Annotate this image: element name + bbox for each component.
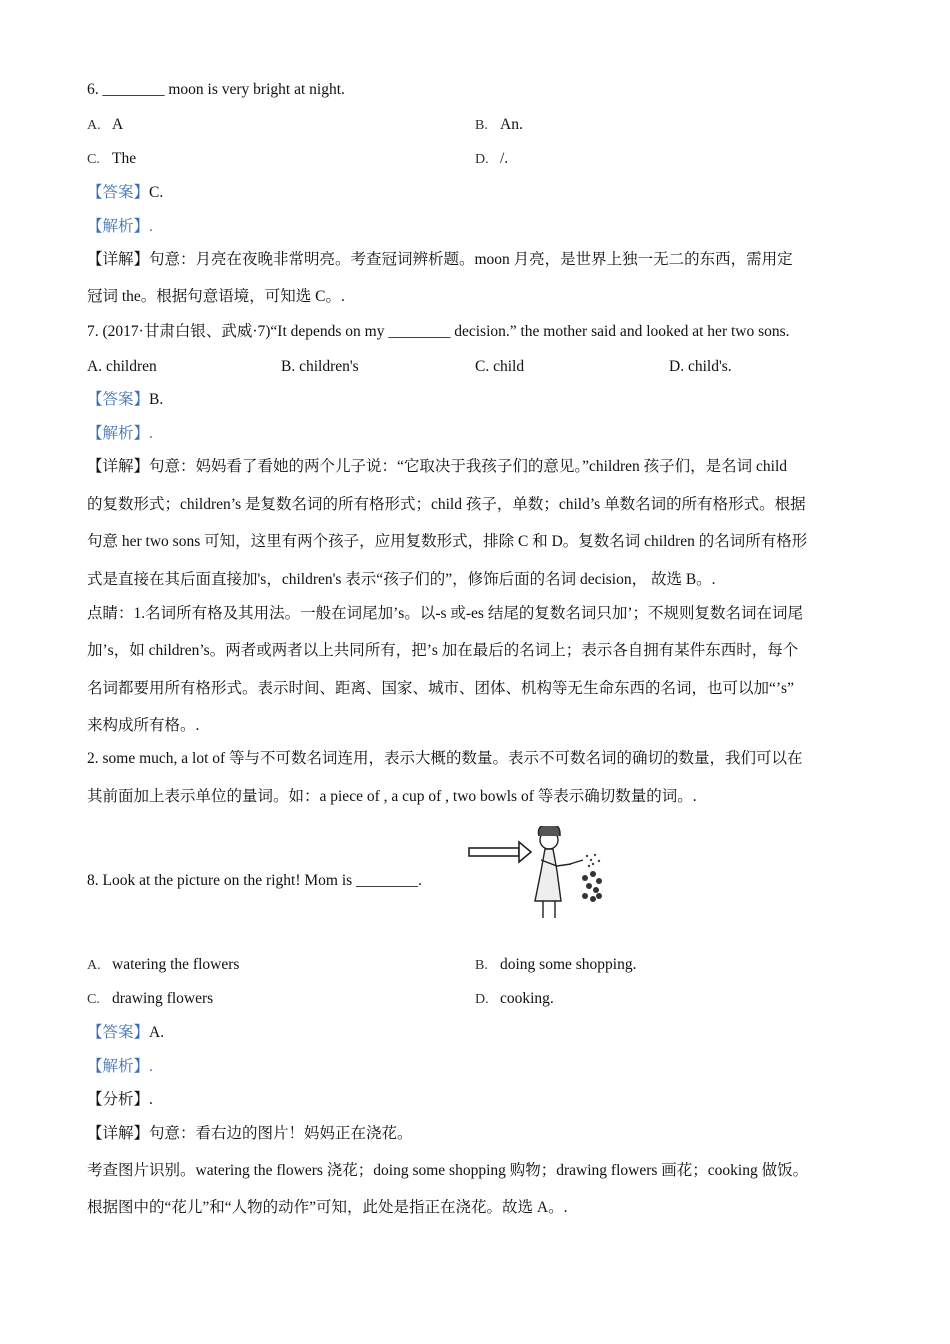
q8-detail-2: 考查图片识别。watering the flowers 浇花；doing some shopping 购物；drawing flowers 画花；cooking 做饭。 [87, 1162, 809, 1179]
q8-stem: 8. Look at the picture on the right! Mom is ________. [87, 872, 422, 889]
woman-figure [535, 826, 583, 918]
arrow-icon [469, 842, 531, 862]
q7-stem: 7. (2017·甘肃白银、武威·7)“It depends on my ________ decision.” the mother said and looked at her two sons. [87, 323, 790, 340]
q7-note-2: 加’s，如 children’s。两者或两者以上共同所有，把’s 加在最后的名词上；表示各自拥有某件东西时，每个 [87, 642, 799, 659]
q6-answer: 【答案】C. [87, 184, 164, 201]
q8-detail-3: 根据图中的“花儿”和“人物的动作”可知，此处是指正在浇花。故选 A。. [87, 1199, 568, 1216]
q7-analysis: 【解析】. [87, 425, 153, 442]
water-spray [586, 854, 600, 867]
q7-detail-4: 式是直接在其后面直接加's，children's 表示“孩子们的”，修饰后面的名词 decision， 故选 B。. [87, 571, 716, 588]
q6-option-a: A. A [87, 116, 124, 133]
q6-detail-2: 冠词 the。根据句意语境，可知选 C。. [87, 288, 345, 305]
woman-watering-flowers-image [465, 826, 630, 926]
q8-option-b: B. doing some shopping. [475, 956, 637, 973]
q7-option-d: D. child's. [669, 358, 732, 375]
q6-option-d: D. /. [475, 150, 509, 167]
q6-option-c: C. The [87, 150, 137, 167]
q7-note-1: 点睛：1.名词所有格及其用法。一般在词尾加’s。以-s 或-es 结尾的复数名词只加’；不规则复数名词在词尾 [87, 605, 804, 622]
q7-answer: 【答案】B. [87, 391, 164, 408]
q8-option-d: D. cooking. [475, 990, 554, 1007]
q8-detail-1: 【详解】句意：看右边的图片！妈妈正在浇花。 [87, 1125, 413, 1142]
q7-detail-1: 【详解】句意：妈妈看了看她的两个儿子说：“它取决于我孩子们的意见。”children 孩子们，是名词 child [87, 458, 788, 475]
q7-option-a: A. children [87, 358, 157, 375]
q7-note-3: 名词都要用所有格形式。表示时间、距离、国家、城市、团体、机构等无生命东西的名词，也可以加“’s” [87, 680, 794, 697]
q7-note-6: 其前面加上表示单位的量词。如：a piece of , a cup of , two bowls of 等表示确切数量的词。. [87, 788, 697, 805]
q8-answer: 【答案】A. [87, 1024, 165, 1041]
q6-stem: 6. ________ moon is very bright at night. [87, 81, 345, 98]
q8-fenxi: 【分析】. [87, 1091, 153, 1108]
q7-note-5: 2. some much, a lot of 等与不可数名词连用，表示大概的数量。表示不可数名词的确切的数量，我们可以在 [87, 750, 803, 767]
q6-detail-1: 【详解】句意：月亮在夜晚非常明亮。考查冠词辨析题。moon 月亮，是世界上独一无二的东西，需用定 [87, 251, 793, 268]
q8-option-c: C. drawing flowers [87, 990, 214, 1007]
q7-detail-3: 句意 her two sons 可知，这里有两个孩子，应用复数形式，排除 C 和 D。复数名词 children 的名词所有格形 [87, 533, 808, 550]
q7-detail-2: 的复数形式；children’s 是复数名词的所有格形式；child 孩子，单数；child’s 单数名词的所有格形式。根据 [87, 496, 806, 513]
q6-option-b: B. An. [475, 116, 523, 133]
flowers-icon [582, 871, 602, 902]
q7-option-c: C. child [475, 358, 525, 375]
q6-analysis: 【解析】. [87, 218, 153, 235]
q8-option-a: A. watering the flowers [87, 956, 240, 973]
q7-note-4: 来构成所有格。. [87, 717, 200, 734]
q8-analysis: 【解析】. [87, 1058, 153, 1075]
q7-option-b: B. children's [281, 358, 359, 375]
